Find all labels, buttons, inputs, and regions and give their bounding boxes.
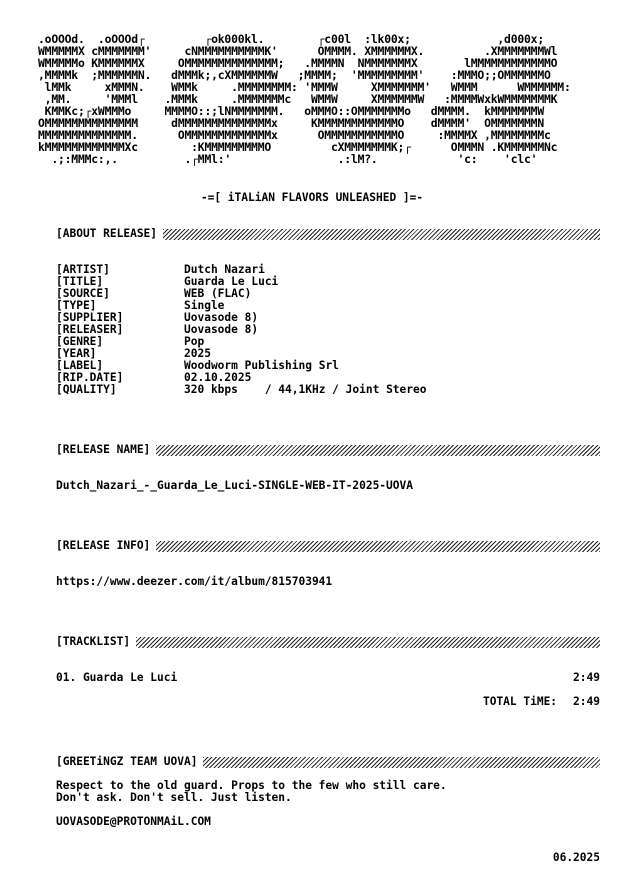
section-divider [156,445,600,456]
track-row [56,672,600,684]
total-time-value: 2:49 [573,695,600,708]
release-info-header [56,540,600,552]
section-divider [203,757,600,768]
about-release-title: [ABOUT RELEASE] [56,227,158,240]
detail-row-quality: [QUALITY] 320 kbps / 44,1KHz / Joint Stereo [56,383,427,396]
detail-row-type: [TYPE] Single [56,299,225,312]
detail-row-genre: [GENRE] Pop [56,335,205,348]
detail-row-artist: [ARTIST] Dutch Nazari [56,263,265,276]
detail-row-supplier: [SUPPLIER] Uovasode 8) [56,311,259,324]
detail-row-label: [LABEL] Woodworm Publishing Srl [56,359,339,372]
contact-email[interactable]: UOVASODE@PROTONMAiL.COM [56,815,211,828]
release-name-title: [RELEASE NAME] [56,443,151,456]
detail-row-source: [SOURCE] WEB (FLAC) [56,287,252,300]
about-release-header [56,228,600,240]
greetings-header [56,756,600,768]
tracklist-header [56,636,600,648]
track-time: 2:49 [573,671,600,684]
section-divider [136,637,600,648]
tracklist-title: [TRACKLIST] [56,635,131,648]
footer-date: 06.2025 [552,851,600,864]
section-divider [163,229,600,240]
release-details [56,264,426,396]
detail-row-year: [YEAR] 2025 [56,347,211,360]
section-divider [156,541,600,552]
total-time-row [483,696,600,708]
greetings-line-1: Respect to the old guard. Props to the few who still care. [56,779,447,792]
release-name-value: Dutch_Nazari_-_Guarda_Le_Luci-SINGLE-WEB-IT-2025-UOVA [56,479,413,492]
detail-row-releaser: [RELEASER] Uovasode 8) [56,323,259,336]
greetings-title: [GREETiNGZ TEAM UOVA] [56,755,198,768]
detail-row-title: [TITLE] Guarda Le Luci [56,275,279,288]
greetings-line-2: Don't ask. Don't sell. Just listen. [56,791,292,804]
ascii-logo: .oOOOd. .oOOOd┌ ┌ok000kl. ┌c00l :lk00x; ,d000x; WMMMMMX cMMMMMMM' cNMMMMMMMMMMK' OMMMM. XMMMMMMX. .XMMMMMMMWl WMMMMMo KMMMMMMX OMMMMMMMMMMMMMM; .MMMMN NMMMMMMMX lMMMMMMMMMMMMO ,MMMMk ;MMMMMMN. dMMMk;,cXMMMMMMW ;MMMM; 'MMMMMMMMM' :MMMO;;OMMMMMMO lMMk xMMMN. WMMk .MMMMMMMM: 'MMMW XMMMMMMM' WMMM WMMMMMM: ,MM. 'MMMl .MMMk .MMMMMMMc WMMW XMMMMMMW :MMMMWxkWMMMMMMMK KMMKc;┌xWMMMo MMMMO::;lNMMMMMMM. oMMMO::OMMMMMMMo dMMMM. kMMMMMMMW OMMMMMMMMMMMMMM dMMMMMMMMMMMMMMx KMMMMMMMMMMMMO dMMMM' OMMMMMMMN MMMMMMMMMMMMMM. OMMMMMMMMMMMMMx OMMMMMMMMMMMO :MMMMX ,MMMMMMMMc kMMMMMMMMMMMMXc :KMMMMMMMMMO cXMMMMMMMK;┌ OMMMN .KMMMMMMNc .;:MMMc:,. .┌MMl:' .:lM?. 'c: 'clc' [38,32,571,166]
total-time-label: TOTAL TiME: [482,695,558,708]
track-title: 01. Guarda Le Luci [56,671,178,684]
tagline: -=[ iTALiAN FLAVORS UNLEASHED ]=- [200,191,424,204]
release-name-header [56,444,600,456]
detail-row-rip-date: [RIP.DATE] 02.10.2025 [56,371,252,384]
release-info-title: [RELEASE INFO] [56,539,151,552]
release-info-url[interactable]: https://www.deezer.com/it/album/815703941 [56,575,333,588]
